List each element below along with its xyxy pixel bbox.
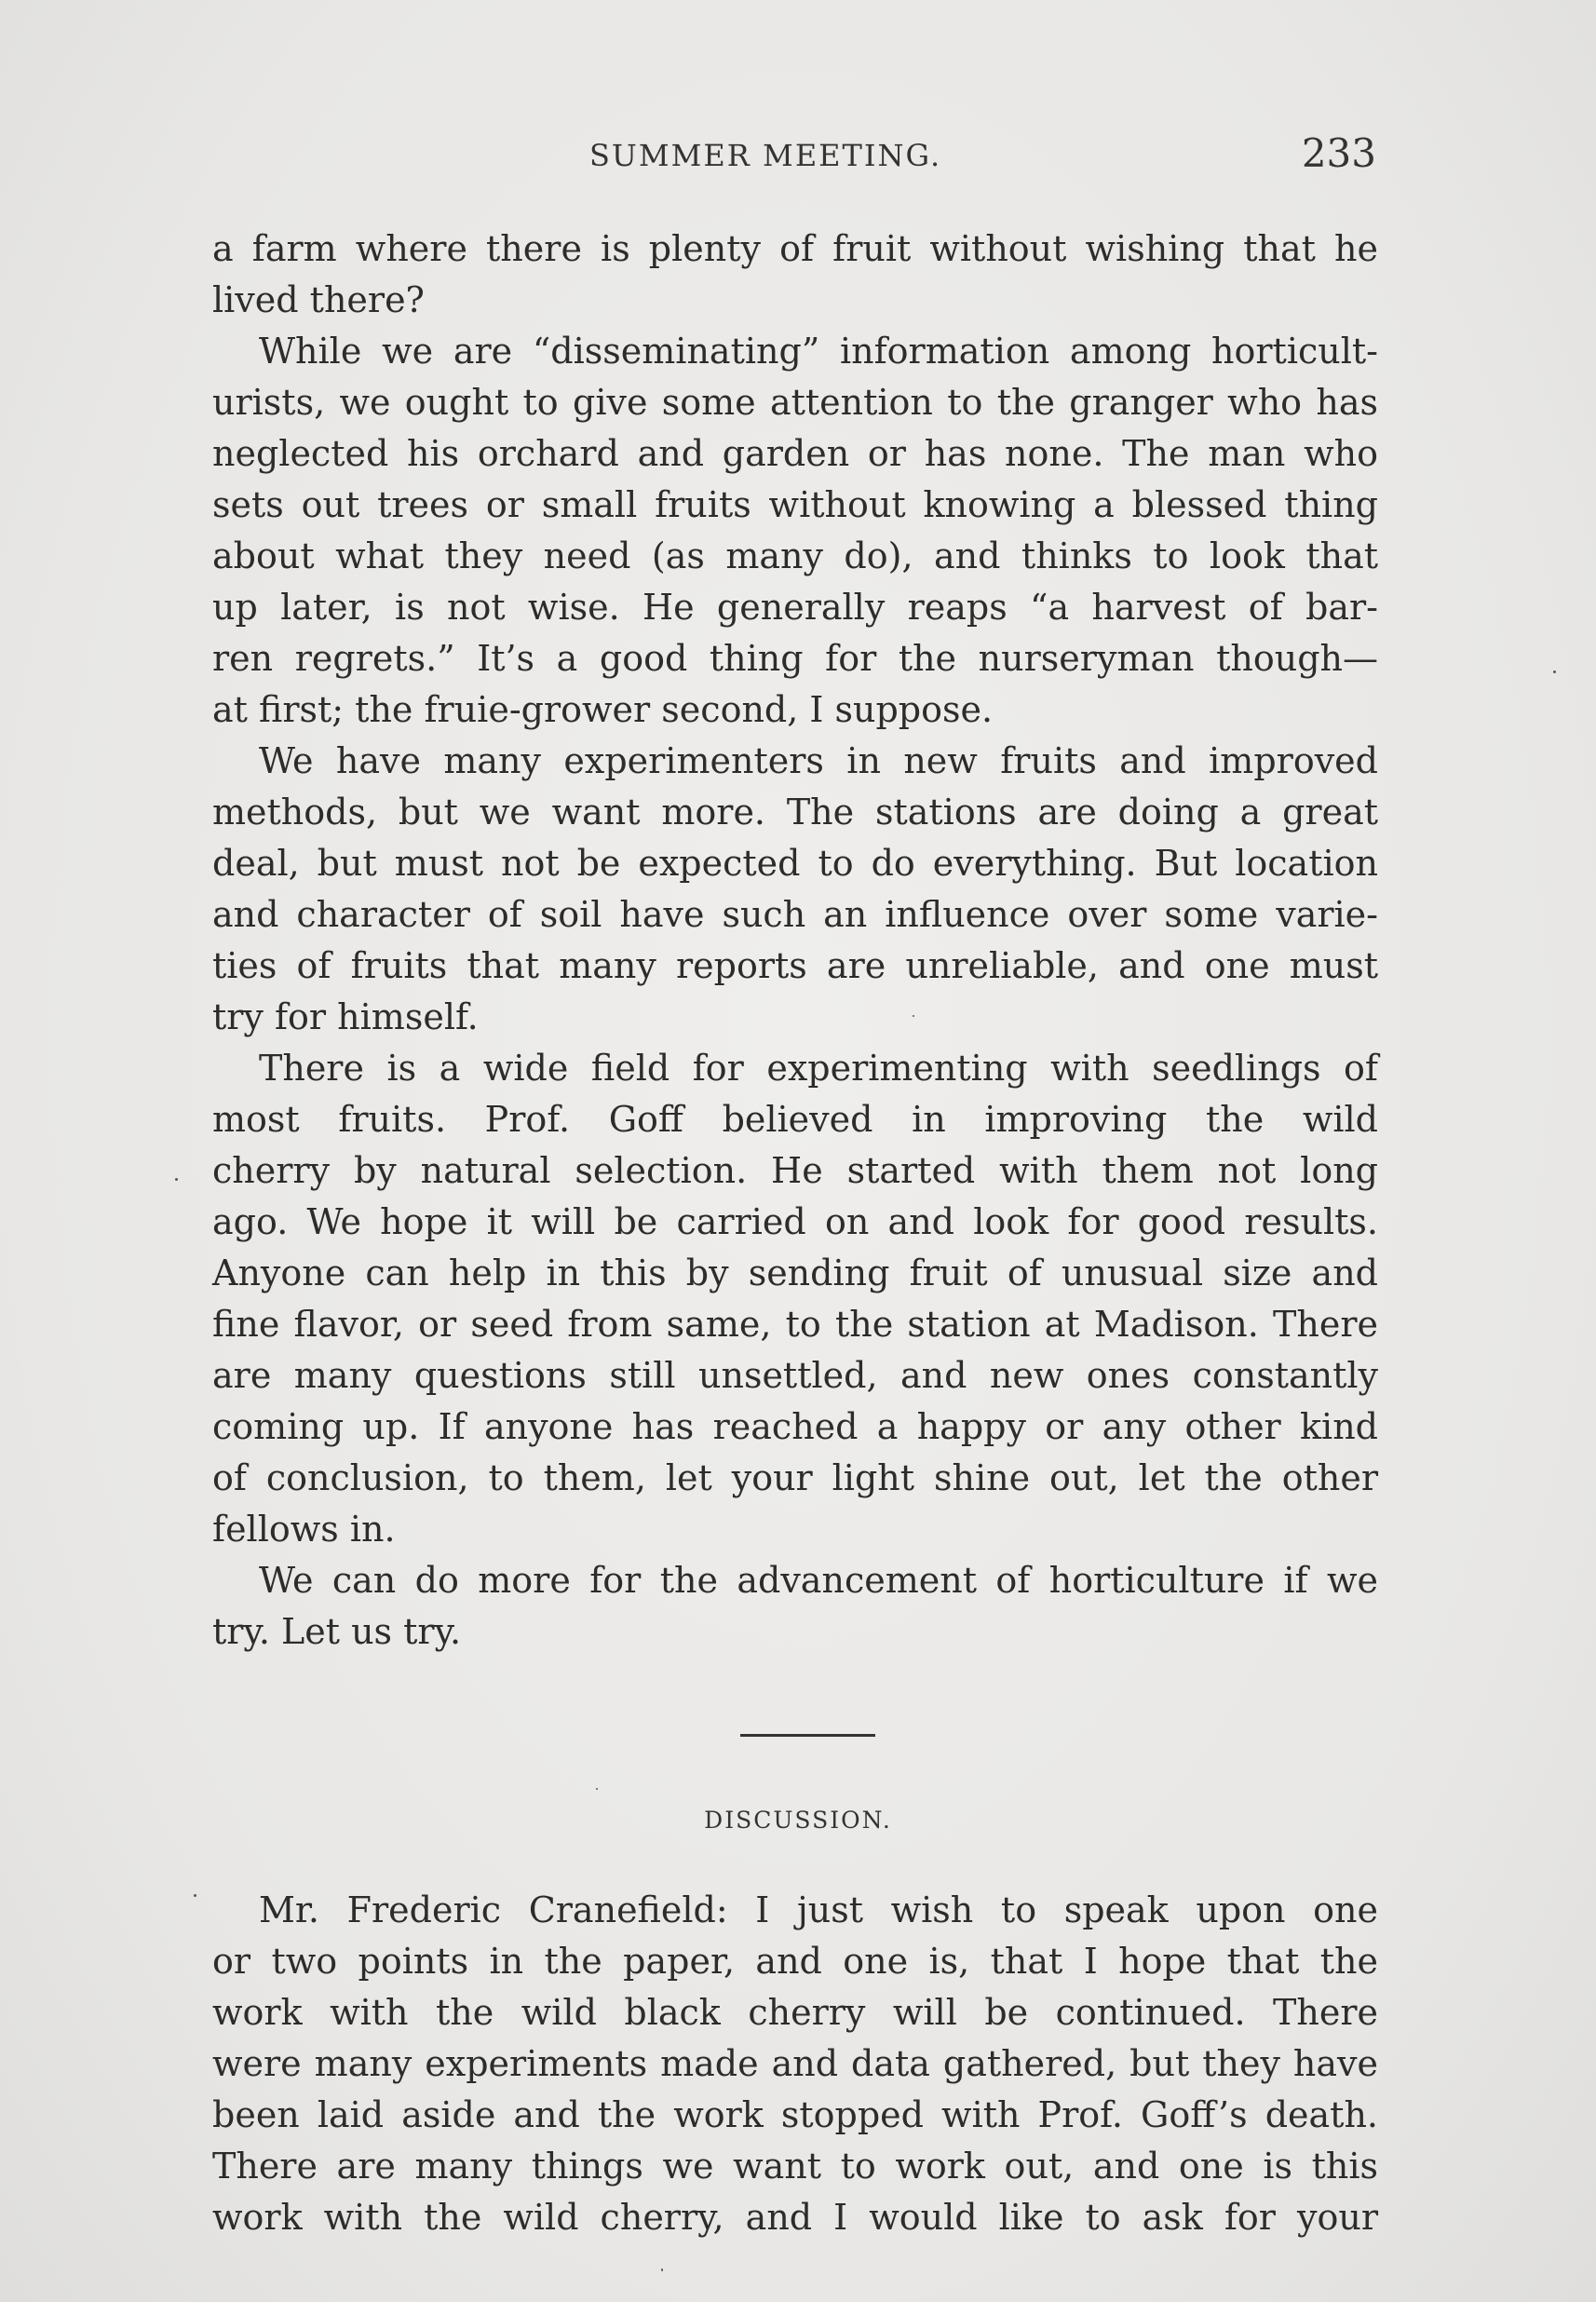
text-line: neglected his orchard and garden or has none. The man who <box>212 433 1378 474</box>
text-line: cherry by natural selection. He started with them not long <box>212 1150 1378 1191</box>
text-line: coming up. If anyone has reached a happy or any other kind <box>212 1406 1378 1447</box>
text-line: at first; the fruie-grower second, I suppose. <box>212 689 994 730</box>
text-line: methods, but we want more. The stations are doing a great <box>212 792 1378 833</box>
paper-speck <box>194 1894 196 1897</box>
text-line: were many experiments made and data gathered, but they have <box>212 2043 1378 2084</box>
page-header <box>212 130 1376 186</box>
running-head: SUMMER MEETING. <box>589 138 942 173</box>
text-line: are many questions still unsettled, and new ones constantly <box>212 1355 1378 1396</box>
text-line: about what they need (as many do), and thinks to look that <box>212 535 1378 576</box>
discussion-heading: DISCUSSION. <box>704 1807 892 1834</box>
text-line: urists, we ought to give some attention to the granger who has <box>212 382 1378 423</box>
text-line: We can do more for the advancement of horticulture if we <box>259 1560 1378 1601</box>
text-line: most fruits. Prof. Goff believed in improving the wild <box>212 1099 1378 1140</box>
paper-speck <box>913 1015 914 1017</box>
text-line: been laid aside and the work stopped with Prof. Goff’s death. <box>212 2094 1378 2135</box>
paper-speck <box>661 2268 663 2271</box>
text-line: There are many things we want to work out, and one is this <box>212 2146 1378 2187</box>
text-line: a farm where there is plenty of fruit without wishing that he <box>212 228 1378 269</box>
page-number: 233 <box>1301 130 1376 176</box>
text-line: of conclusion, to them, let your light shine out, let the other <box>212 1457 1378 1498</box>
text-line: and character of soil have such an influence over some varie- <box>212 894 1378 935</box>
text-line: There is a wide field for experimenting with seedlings of <box>259 1048 1378 1089</box>
text-line: or two points in the paper, and one is, that I hope that the <box>212 1941 1378 1982</box>
text-line: ren regrets.” It’s a good thing for the nurseryman though— <box>212 638 1378 679</box>
paper-speck <box>175 1178 178 1181</box>
text-line: work with the wild black cherry will be continued. There <box>212 1992 1378 2033</box>
text-line: ties of fruits that many reports are unreliable, and one must <box>212 945 1378 986</box>
paper-speck <box>596 1788 598 1790</box>
text-line: sets out trees or small fruits without knowing a blessed thing <box>212 484 1378 525</box>
text-line: Mr. Frederic Cranefield: I just wish to speak upon one <box>259 1889 1378 1930</box>
text-line: Anyone can help in this by sending fruit of unusual size and <box>212 1253 1378 1293</box>
text-line: ago. We hope it will be carried on and look for good results. <box>212 1201 1378 1242</box>
text-line: work with the wild cherry, and I would like to ask for your <box>212 2197 1378 2238</box>
body-text-top <box>212 223 1378 1658</box>
text-line: fellows in. <box>212 1509 396 1550</box>
text-line: try. Let us try. <box>212 1611 462 1652</box>
text-line: We have many experimenters in new fruits and improved <box>259 740 1378 781</box>
text-line: lived there? <box>212 279 425 320</box>
text-line: try for himself. <box>212 996 479 1037</box>
text-line: fine flavor, or seed from same, to the station at Madison. There <box>212 1304 1378 1345</box>
body-text-bottom <box>212 1885 1378 2243</box>
text-line: While we are “disseminating” information among horticult- <box>259 331 1378 372</box>
section-divider <box>740 1734 875 1737</box>
text-line: up later, is not wise. He generally reaps “a harvest of bar- <box>212 587 1378 628</box>
paper-speck <box>1553 670 1556 673</box>
text-line: deal, but must not be expected to do everything. But location <box>212 843 1378 884</box>
